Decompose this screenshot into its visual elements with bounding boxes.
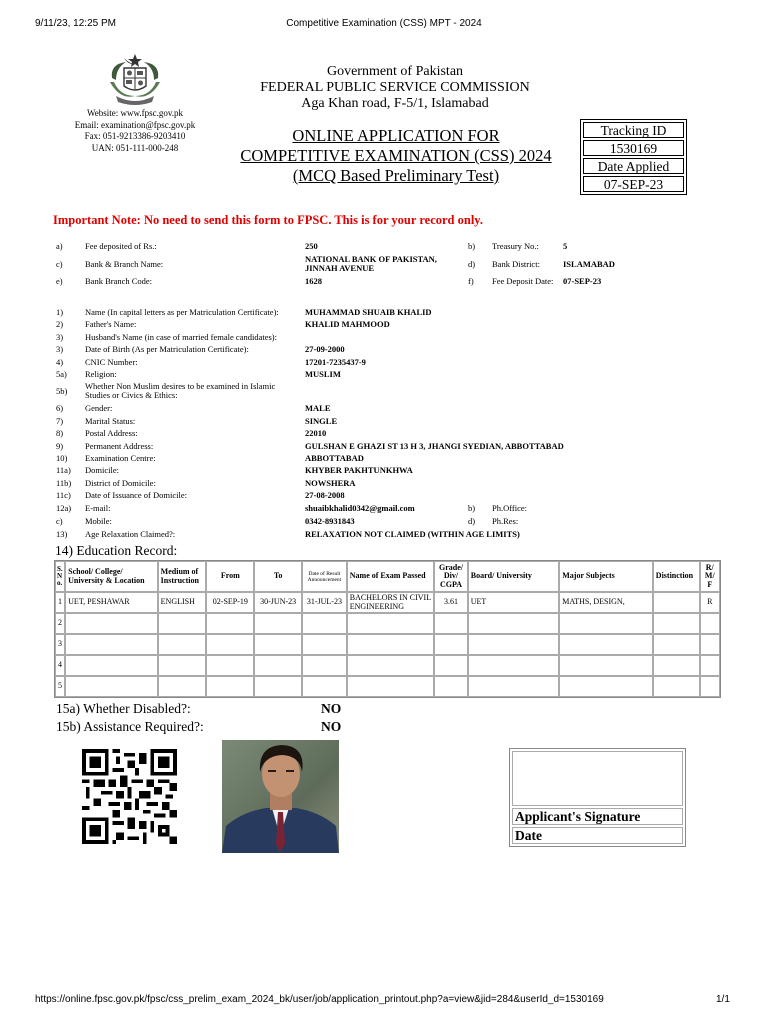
uan-text: UAN: 051-111-000-248 bbox=[91, 142, 179, 153]
applicant-photo bbox=[222, 740, 339, 853]
field-label: Treasury No.: bbox=[492, 241, 539, 251]
website-text: Website: www.fpsc.gov.pk bbox=[86, 108, 184, 118]
field-label: Permanent Address: bbox=[85, 441, 154, 451]
email-text: Email: examination@fpsc.gov.pk bbox=[74, 119, 196, 130]
fee-amount-value: 250 bbox=[305, 241, 318, 251]
title-line-2: COMPETITIVE EXAMINATION (CSS) 2024 bbox=[240, 146, 552, 165]
state-emblem-icon bbox=[106, 52, 164, 106]
disabled-answer: NO bbox=[321, 701, 342, 716]
table-cell: 4 bbox=[55, 655, 65, 676]
field-number: 5a) bbox=[56, 369, 67, 379]
table-row bbox=[55, 655, 720, 676]
table-cell bbox=[653, 592, 700, 613]
table-row bbox=[55, 592, 720, 613]
postal-address-value: 22010 bbox=[305, 428, 327, 438]
field-label: Age Relaxation Claimed?: bbox=[85, 529, 176, 539]
marital-status-value: SINGLE bbox=[305, 416, 338, 426]
education-heading: 14) Education Record: bbox=[55, 543, 178, 558]
contact-info bbox=[40, 108, 230, 154]
field-label: Husband's Name (in case of married female candidates): bbox=[85, 332, 277, 342]
bank-branch-value: NATIONAL BANK OF PAKISTAN, JINNAH AVENUE bbox=[305, 254, 437, 273]
table-cell: R bbox=[700, 592, 720, 613]
field-label: Religion: bbox=[85, 369, 117, 379]
table-row bbox=[55, 634, 720, 655]
field-label: CNIC Number: bbox=[85, 357, 138, 367]
table-row bbox=[55, 676, 720, 697]
field-number: 13) bbox=[56, 529, 68, 539]
field-number: 11b) bbox=[56, 478, 72, 488]
field-label: District of Domicile: bbox=[85, 478, 156, 488]
field-number: 6) bbox=[56, 403, 64, 413]
col-header: School/ College/ University & Location bbox=[65, 561, 158, 592]
table-cell: 1 bbox=[55, 592, 65, 613]
district-domicile-value: NOWSHERA bbox=[305, 478, 356, 488]
table-cell: 5 bbox=[55, 676, 65, 697]
fee-date-value: 07-SEP-23 bbox=[563, 276, 602, 286]
gender-value: MALE bbox=[305, 403, 331, 413]
field-number: 9) bbox=[56, 441, 64, 451]
form-title bbox=[214, 126, 578, 186]
fax-text: Fax: 051-9213386-9203410 bbox=[84, 131, 186, 141]
col-header: Date of Result Announcement bbox=[302, 561, 347, 592]
father-name-value: KHALID MAHMOOD bbox=[305, 319, 390, 329]
field-label: Postal Address: bbox=[85, 428, 138, 438]
email-value: shuaibkhalid0342@gmail.com bbox=[305, 503, 415, 513]
org-line-1: Government of Pakistan bbox=[326, 64, 464, 79]
field-label: Father's Name: bbox=[85, 319, 137, 329]
signature-area bbox=[512, 751, 683, 806]
date-applied-value: 07-SEP-23 bbox=[583, 176, 684, 192]
field-label: Gender: bbox=[85, 403, 113, 413]
table-cell: UET bbox=[468, 592, 560, 613]
org-line-2: FEDERAL PUBLIC SERVICE COMMISSION bbox=[260, 80, 530, 95]
col-header: Major Subjects bbox=[559, 561, 653, 592]
field-number: a) bbox=[56, 241, 63, 251]
field-number: f) bbox=[468, 276, 474, 286]
domicile-value: KHYBER PAKHTUNKHWA bbox=[305, 465, 413, 475]
date-label: Date bbox=[512, 827, 683, 844]
field-number: c) bbox=[56, 259, 63, 269]
col-header: S. N o. bbox=[55, 561, 65, 592]
field-number: 11a) bbox=[56, 465, 71, 475]
age-relaxation-value: RELAXATION NOT CLAIMED (WITHIN AGE LIMITS) bbox=[305, 529, 520, 539]
field-label: E-mail: bbox=[85, 503, 111, 513]
field-label: Name (In capital letters as per Matriculation Certificate): bbox=[85, 307, 279, 317]
field-number: 3) bbox=[56, 344, 64, 354]
exam-centre-value: ABBOTTABAD bbox=[305, 453, 364, 463]
cnic-value: 17201-7235437-9 bbox=[305, 357, 366, 367]
field-number: 7) bbox=[56, 416, 64, 426]
important-note: Important Note: No need to send this form to FPSC. This is for your record only. bbox=[53, 213, 483, 227]
field-number: c) bbox=[56, 516, 63, 526]
table-cell: 02-SEP-19 bbox=[206, 592, 254, 613]
bank-district-value: ISLAMABAD bbox=[563, 259, 615, 269]
field-number: 8) bbox=[56, 428, 64, 438]
field-number: 4) bbox=[56, 357, 64, 367]
domicile-date-value: 27-08-2008 bbox=[305, 490, 345, 500]
table-header-row bbox=[55, 561, 720, 592]
field-label: Examination Centre: bbox=[85, 453, 156, 463]
field-label: Fee deposited of Rs.: bbox=[85, 241, 157, 251]
branch-code-value: 1628 bbox=[305, 276, 322, 286]
field-label: Domicile: bbox=[85, 465, 119, 475]
field-label: Ph.Office: bbox=[492, 503, 528, 513]
org-line-3: Aga Khan road, F-5/1, Islamabad bbox=[301, 96, 489, 111]
table-cell: ENGLISH bbox=[158, 592, 207, 613]
assistance-answer: NO bbox=[321, 719, 342, 734]
tracking-id-label: Tracking ID bbox=[583, 122, 684, 138]
field-number: 1) bbox=[56, 307, 64, 317]
disabled-question: 15a) Whether Disabled?: bbox=[56, 701, 191, 716]
title-line-3: (MCQ Based Preliminary Test) bbox=[292, 166, 500, 185]
print-datetime: 9/11/23, 12:25 PM bbox=[35, 18, 116, 29]
field-label: Whether Non Muslim desires to be examined in Islamic Studies or Civics & Ethics: bbox=[85, 381, 276, 400]
table-cell: 30-JUN-23 bbox=[254, 592, 302, 613]
name-value: MUHAMMAD SHUAIB KHALID bbox=[305, 307, 432, 317]
table-cell: 2 bbox=[55, 613, 65, 634]
signature-label: Applicant's Signature bbox=[512, 808, 683, 825]
col-header: From bbox=[206, 561, 254, 592]
field-number: 11c) bbox=[56, 490, 71, 500]
treasury-no-value: 5 bbox=[563, 241, 568, 251]
title-line-1: ONLINE APPLICATION FOR bbox=[292, 126, 500, 145]
field-number: d) bbox=[468, 259, 476, 269]
field-label: Mobile: bbox=[85, 516, 112, 526]
field-number: 12a) bbox=[56, 503, 72, 513]
assistance-question: 15b) Assistance Required?: bbox=[56, 719, 204, 734]
field-number: 10) bbox=[56, 453, 68, 463]
table-cell: 31-JUL-23 bbox=[302, 592, 347, 613]
col-header: Board/ University bbox=[468, 561, 560, 592]
signature-box bbox=[509, 748, 686, 847]
table-cell: 3.61 bbox=[434, 592, 468, 613]
dob-value: 27-09-2000 bbox=[305, 344, 345, 354]
field-number: 5b) bbox=[56, 386, 68, 396]
field-number: 3) bbox=[56, 332, 64, 342]
qr-code-icon bbox=[79, 749, 180, 844]
mobile-value: 0342-8931843 bbox=[305, 516, 355, 526]
field-number: e) bbox=[56, 276, 63, 286]
col-header: Distinction bbox=[653, 561, 700, 592]
date-applied-label: Date Applied bbox=[583, 158, 684, 174]
religion-value: MUSLIM bbox=[305, 369, 341, 379]
col-header: To bbox=[254, 561, 302, 592]
field-label: Bank District: bbox=[492, 259, 540, 269]
field-label: Bank & Branch Name: bbox=[85, 259, 164, 269]
field-number: b) bbox=[468, 241, 476, 251]
col-header: R/ M/ F bbox=[700, 561, 720, 592]
permanent-address-value: GULSHAN E GHAZI ST 13 H 3, JHANGI SYEDIAN, ABBOTTABAD bbox=[305, 441, 564, 451]
field-number: b) bbox=[468, 503, 476, 513]
tracking-id-value: 1530169 bbox=[583, 140, 684, 156]
col-header: Grade/ Div/ CGPA bbox=[434, 561, 468, 592]
organization-header bbox=[240, 64, 550, 112]
field-label: Date of Issuance of Domicile: bbox=[85, 490, 187, 500]
education-table bbox=[54, 560, 721, 698]
table-cell: BACHELORS IN CIVIL ENGINEERING bbox=[347, 592, 434, 613]
field-number: 2) bbox=[56, 319, 64, 329]
field-label: Fee Deposit Date: bbox=[492, 276, 554, 286]
print-page-count: 1/1 bbox=[716, 994, 730, 1005]
table-cell: 3 bbox=[55, 634, 65, 655]
table-cell: MATHS, DESIGN, bbox=[559, 592, 653, 613]
table-row bbox=[55, 613, 720, 634]
field-number: d) bbox=[468, 516, 476, 526]
col-header: Medium of Instruction bbox=[158, 561, 207, 592]
print-page-title: Competitive Examination (CSS) MPT - 2024 bbox=[286, 18, 482, 29]
field-label: Date of Birth (As per Matriculation Certificate): bbox=[85, 344, 249, 354]
print-url: https://online.fpsc.gov.pk/fpsc/css_prelim_exam_2024_bk/user/job/application_printout.php?a=view&jid=284&userId_d=1530169 bbox=[35, 994, 604, 1005]
field-label: Bank Branch Code: bbox=[85, 276, 153, 286]
tracking-box bbox=[580, 119, 687, 195]
table-cell: UET, PESHAWAR bbox=[65, 592, 158, 613]
field-label: Marital Status: bbox=[85, 416, 136, 426]
field-label: Ph.Res: bbox=[492, 516, 519, 526]
col-header: Name of Exam Passed bbox=[347, 561, 434, 592]
